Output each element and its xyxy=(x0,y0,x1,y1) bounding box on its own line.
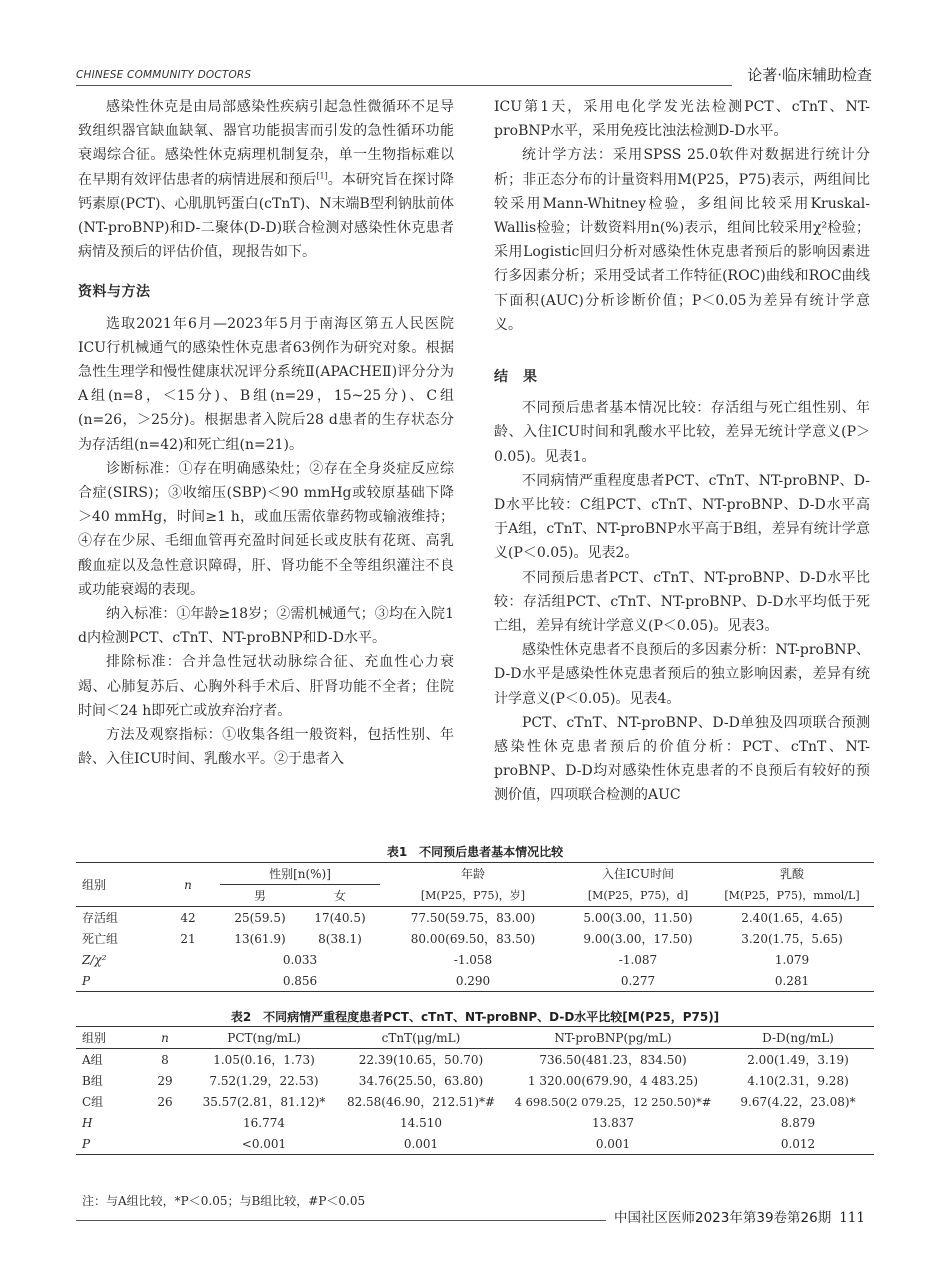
table-row: C组 26 35.57(2.81，81.12)* 82.58(46.90，212.51)*# 4 698.50(2 079.25，12 250.50)*# 9.67(4.22，23.08)* xyxy=(82,1094,856,1109)
table2 xyxy=(76,1026,874,1155)
footer xyxy=(614,1206,865,1226)
intro-paragraph: 感染性休克是由局部感染性疾病引起急性微循环不足导致组织器官缺血缺氧、器官功能损害而引发的急性循环功能衰竭综合征。感染性休克病理机制复杂，单一生物指标难以在早期有效评估患者的病情进展和预后[1]。本研究旨在探讨降钙素原(PCT)、心肌肌钙蛋白(cTnT)、N末端B型利钠肽前体(NT-proBNP)和D-二聚体(D-D)联合检测对感染性休克患者病情及预后的评估价值，现报告如下。 xyxy=(78,99,455,261)
inclusion-criteria-paragraph: 纳入标准：①年龄≥18岁；②需机械通气；③均在入院1 d内检测PCT、cTnT、NT-proBNP和D-D水平。 xyxy=(78,606,454,647)
subjects-paragraph: 选取2021年6月—2023年5月于南海区第五人民医院ICU行机械通气的感染性休克患者63例作为研究对象。根据急性生理学和慢性健康状况评分系统Ⅱ(APACHEⅡ)评分分为A组(n=8，＜15分)、B组(n=29，15~25分)、C组(n=26，＞25分)。根据患者入院后28 d患者的生存状态分为存活组(n=42)和死亡组(n=21)。 xyxy=(78,315,454,453)
diagnostic-criteria-paragraph: 诊断标准：①存在明确感染灶；②存在全身炎症反应综合症(SIRS)；③收缩压(SBP)＜90 mmHg或较原基础下降＞40 mmHg，时间≥1 h，或血压需依靠药物或输液维持；④存在少尿、毛细血管再充盈时间延长或皮肤有花斑、高乳酸血症以及急性意识障碍，肝、肾功能不全等组织灌注不良或功能衰竭的表现。 xyxy=(78,460,454,598)
table-row: B组 29 7.52(1.29，22.53) 34.76(25.50，63.80) 1 320.00(679.90，4 483.25) 4.10(2.31，9.28) xyxy=(82,1073,849,1088)
table1-header-sex: 性别[n(%)] xyxy=(220,863,380,885)
table1-header-lactate-unit: [M(P25，P75)，mmol/L] xyxy=(724,889,860,903)
right-column xyxy=(494,95,870,808)
table-row: 死亡组 21 13(61.9) 8(38.1) 80.00(69.50，83.50) 9.00(3.00，17.50) 3.20(1.75，5.65) xyxy=(82,931,843,946)
table-row: H 16.774 14.510 13.837 8.879 xyxy=(82,1115,816,1130)
table2-header-dd: D-D(ng/mL) xyxy=(762,1030,834,1045)
table-row: A组 8 1.05(0.16，1.73) 22.39(10.65，50.70) 736.50(481.23，834.50) 2.00(1.49，3.19) xyxy=(82,1052,849,1067)
table2-note: 注：与A组比较，*P＜0.05；与B组比较，#P＜0.05 xyxy=(82,1194,366,1208)
table-row: 存活组 42 25(59.5) 17(40.5) 77.50(59.75，83.00) 5.00(3.00，11.50) 2.40(1.65，4.65) xyxy=(82,910,843,925)
table1-header-group: 组别 xyxy=(82,878,107,892)
table1 xyxy=(76,862,874,992)
result-multivariate-paragraph: 感染性休克患者不良预后的多因素分析：NT-proBNP、D-D水平是感染性休克患者预后的独立影响因素，差异有统计学意义(P＜0.05)。见表4。 xyxy=(494,642,870,707)
results-heading: 结 果 xyxy=(494,369,538,386)
table1-caption: 表1 不同预后患者基本情况比较 xyxy=(386,845,564,859)
methods-paragraph: 方法及观察指标：①收集各组一般资料，包括性别、年龄、入住ICU时间、乳酸水平。②于患者入 xyxy=(78,727,454,768)
table-row: Z/χ² 0.033 -1.058 -1.087 1.079 xyxy=(82,952,810,967)
result-roc-paragraph: PCT、cTnT、NT-proBNP、D-D单独及四项联合预测感染性休克患者预后的价值分析：PCT、cTnT、NT-proBNP、D-D均对感染性休克患者的不良预后有较好的预测价值，四项联合检测的AUC xyxy=(494,714,870,804)
table2-header-group: 组别 xyxy=(82,1031,107,1045)
footer-rule xyxy=(76,1220,606,1221)
header-rule xyxy=(76,85,732,86)
table1-header-age-unit: [M(P25，P75)，岁] xyxy=(420,889,526,903)
table1-header-female: 女 xyxy=(333,889,346,903)
journal-english-name: CHINESE COMMUNITY DOCTORS xyxy=(76,69,252,81)
methods-continued-paragraph: ICU第1天，采用电化学发光法检测PCT、cTnT、NT-proBNP水平，采用免疫比浊法检测D-D水平。 xyxy=(494,99,870,140)
table1-header-male: 男 xyxy=(253,889,266,903)
table1-header-icu-unit: [M(P25，P75)，d] xyxy=(587,889,689,903)
table2-header-n: n xyxy=(161,1030,169,1045)
table-row: P 0.856 0.290 0.277 0.281 xyxy=(76,970,874,992)
table1-header-icu: 入住ICU时间 xyxy=(601,867,675,882)
table1-header-age: 年龄 xyxy=(460,867,485,882)
reference-1: [1] xyxy=(316,170,328,180)
table2-header-ctnt: cTnT(μg/mL) xyxy=(381,1030,461,1045)
section-title: 论著·临床辅助检查 xyxy=(747,66,872,84)
result-baseline-paragraph: 不同预后患者基本情况比较：存活组与死亡组性别、年龄、入住ICU时间和乳酸水平比较，差异无统计学意义(P＞0.05)。见表1。 xyxy=(494,400,870,465)
result-prognosis-paragraph: 不同预后患者PCT、cTnT、NT-proBNP、D-D水平比较：存活组PCT、cTnT、NT-proBNP、D-D水平均低于死亡组，差异有统计学意义(P＜0.05)。见表3。 xyxy=(494,569,870,635)
page-number: 111 xyxy=(839,1210,865,1226)
exclusion-criteria-paragraph: 排除标准：合并急性冠状动脉综合征、充血性心力衰竭、心肺复苏后、心胸外科手术后、肝肾功能不全者；住院时间＜24 h即死亡或放弃治疗者。 xyxy=(78,654,454,719)
result-severity-paragraph: 不同病情严重程度患者PCT、cTnT、NT-proBNP、D-D水平比较：C组PCT、cTnT、NT-proBNP、D-D水平高于A组，cTnT、NT-proBNP水平高于B组，差异有统计学意义(P＜0.05)。见表2。 xyxy=(494,472,870,562)
table1-header-n: n xyxy=(184,877,192,892)
table2-header-pct: PCT(ng/mL) xyxy=(227,1030,301,1045)
table2-header-ntprobnp: NT-proBNP(pg/mL) xyxy=(554,1030,672,1045)
methods-heading: 资料与方法 xyxy=(78,284,151,301)
journal-issue: 中国社区医师2023年第39卷第26期 xyxy=(614,1210,832,1226)
statistics-paragraph: 统计学方法：采用SPSS 25.0软件对数据进行统计分析；非正态分布的计量资料用M(P25，P75)表示，两组间比较采用Mann-Whitney检验，多组间比较采用Kruskal-Wallis检验；计数资料用n(%)表示，组间比较采用χ²检验；采用Logistic回归分析对感染性休克患者预后的影响因素进行多因素分析；采用受试者工作特征(ROC)曲线和ROC曲线下面积(AUC)分析诊断价值；P＜0.05为差异有统计学意义。 xyxy=(494,147,870,333)
left-column xyxy=(78,95,454,771)
table2-caption: 表2 不同病情严重程度患者PCT、cTnT、NT-proBNP、D-D水平比较[M(P25，P75)] xyxy=(230,1010,720,1024)
table-row: P <0.001 0.001 0.001 0.012 xyxy=(76,1133,874,1155)
table1-header-lactate: 乳酸 xyxy=(779,867,804,882)
